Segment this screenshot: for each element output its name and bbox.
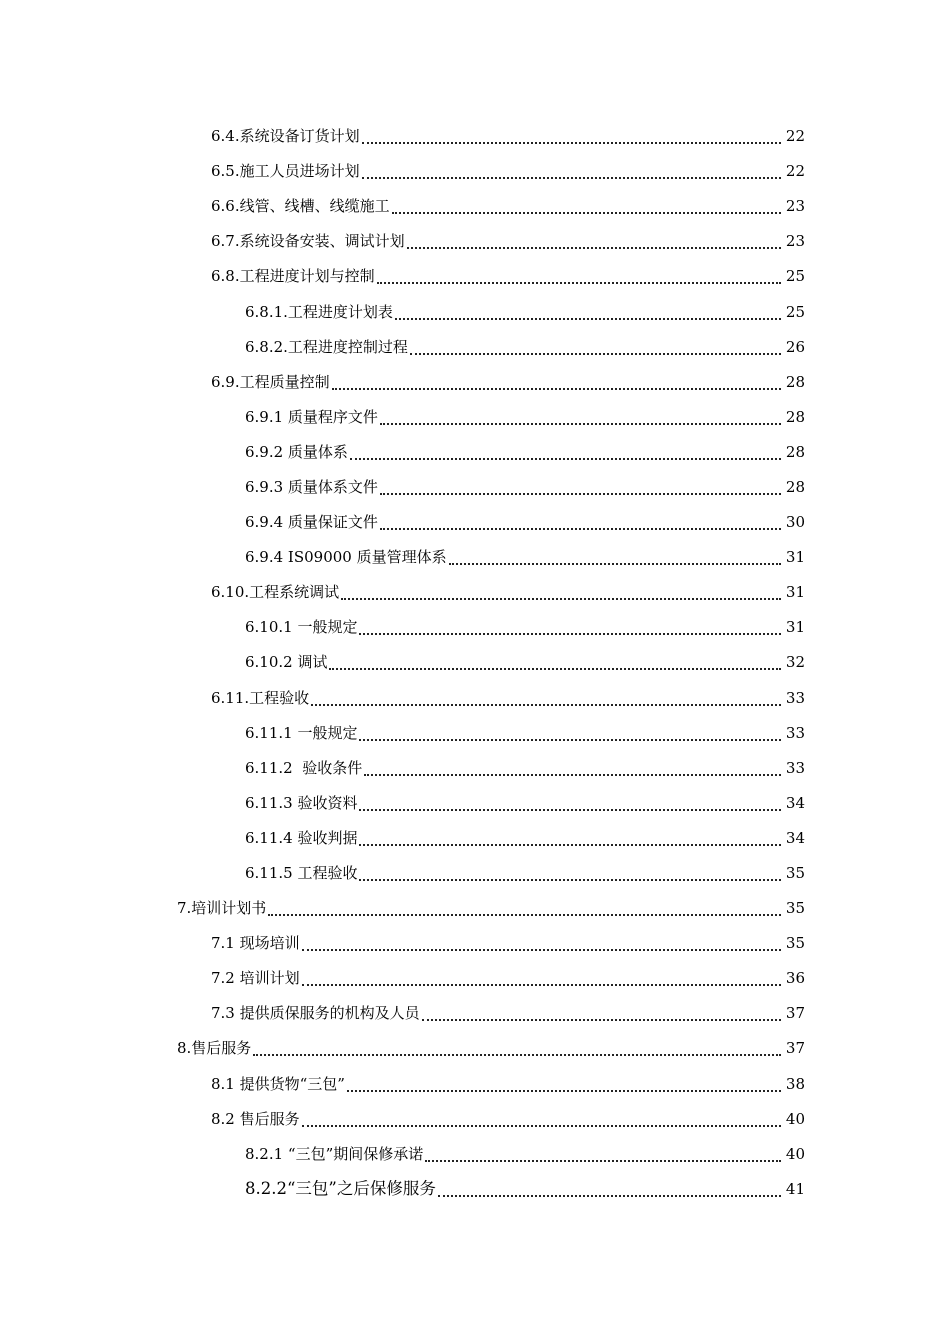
dot-leader bbox=[359, 843, 781, 846]
toc-entry[interactable] bbox=[0, 330, 950, 365]
toc-entry[interactable] bbox=[0, 224, 950, 259]
toc-entry-title: 8.2.2“三包”之后保修服务 bbox=[245, 1179, 436, 1199]
toc-entry[interactable] bbox=[0, 400, 950, 435]
toc-entry[interactable] bbox=[0, 540, 950, 575]
toc-entry[interactable] bbox=[0, 259, 950, 294]
toc-entry[interactable] bbox=[0, 365, 950, 400]
dot-leader bbox=[392, 211, 781, 214]
toc-entry-page: 33 bbox=[785, 688, 805, 707]
toc-entry-page: 38 bbox=[785, 1074, 805, 1093]
dot-leader bbox=[359, 808, 781, 811]
toc-entry-page: 30 bbox=[785, 513, 805, 532]
toc-entry-page: 34 bbox=[785, 793, 805, 812]
toc-entry-title: 6.7.系统设备安装、调试计划 bbox=[211, 232, 405, 251]
toc-entry-title: 6.5.施工人员进场计划 bbox=[211, 162, 360, 181]
toc-entry-title: 6.9.2 质量体系 bbox=[245, 442, 348, 461]
toc-entry-page: 28 bbox=[785, 477, 805, 496]
toc-entry-title: 6.11.3 验收资料 bbox=[245, 793, 358, 812]
dot-leader bbox=[438, 1194, 781, 1197]
toc-entry[interactable] bbox=[0, 681, 950, 716]
toc-entry-page: 25 bbox=[785, 302, 805, 321]
toc-entry[interactable] bbox=[0, 189, 950, 224]
toc-entry[interactable] bbox=[0, 786, 950, 821]
toc-entry-title: 8.2.1 “三包”期间保修承诺 bbox=[245, 1144, 424, 1163]
toc-entry-page: 33 bbox=[785, 758, 805, 777]
toc-entry-page: 33 bbox=[785, 723, 805, 742]
toc-entry[interactable] bbox=[0, 435, 950, 470]
toc-entry-page: 40 bbox=[785, 1109, 805, 1128]
toc-entry-page: 31 bbox=[785, 548, 805, 567]
toc-entry[interactable] bbox=[0, 505, 950, 540]
toc-entry[interactable] bbox=[0, 1137, 950, 1172]
toc-entry-page: 23 bbox=[785, 232, 805, 251]
toc-entry[interactable] bbox=[0, 856, 950, 891]
toc-entry[interactable] bbox=[0, 575, 950, 610]
dot-leader bbox=[268, 913, 781, 916]
toc-entry-title: 6.9.工程质量控制 bbox=[211, 372, 330, 391]
dot-leader bbox=[407, 246, 781, 249]
toc-entry-page: 28 bbox=[785, 372, 805, 391]
toc-entry-title: 6.11.工程验收 bbox=[211, 688, 310, 707]
toc-entry-title: 6.4.系统设备订货计划 bbox=[211, 127, 360, 146]
toc-entry[interactable] bbox=[0, 645, 950, 680]
toc-entry[interactable] bbox=[0, 996, 950, 1031]
toc-entry-title: 6.10.1 一般规定 bbox=[245, 618, 358, 637]
toc-entry[interactable] bbox=[0, 119, 950, 154]
dot-leader bbox=[362, 141, 781, 144]
toc-entry-title: 6.9.4 IS09000 质量管理体系 bbox=[245, 548, 447, 567]
toc-entry-page: 41 bbox=[785, 1179, 805, 1198]
table-of-contents bbox=[0, 119, 950, 1207]
toc-entry[interactable] bbox=[0, 294, 950, 329]
dot-leader bbox=[380, 492, 781, 495]
toc-entry[interactable] bbox=[0, 154, 950, 189]
dot-leader bbox=[410, 352, 781, 355]
toc-entry-title: 7.2 培训计划 bbox=[211, 969, 300, 988]
dot-leader bbox=[395, 317, 781, 320]
toc-entry-title: 6.8.2.工程进度控制过程 bbox=[245, 337, 408, 356]
dot-leader bbox=[350, 457, 781, 460]
toc-entry-title: 8.售后服务 bbox=[177, 1039, 252, 1058]
toc-entry-title: 7.1 现场培训 bbox=[211, 934, 300, 953]
dot-leader bbox=[253, 1053, 781, 1056]
toc-entry-title: 6.11.4 验收判据 bbox=[245, 828, 358, 847]
toc-entry-page: 25 bbox=[785, 267, 805, 286]
toc-entry[interactable] bbox=[0, 470, 950, 505]
toc-entry-page: 31 bbox=[785, 583, 805, 602]
dot-leader bbox=[425, 1159, 781, 1162]
dot-leader bbox=[359, 632, 781, 635]
dot-leader bbox=[364, 773, 781, 776]
toc-entry[interactable] bbox=[0, 891, 950, 926]
dot-leader bbox=[449, 562, 781, 565]
toc-entry-page: 37 bbox=[785, 1039, 805, 1058]
toc-entry[interactable] bbox=[0, 1172, 950, 1207]
toc-entry[interactable] bbox=[0, 1031, 950, 1066]
dot-leader bbox=[332, 387, 781, 390]
toc-entry[interactable] bbox=[0, 751, 950, 786]
toc-entry-title: 7.培训计划书 bbox=[177, 899, 267, 918]
toc-entry[interactable] bbox=[0, 610, 950, 645]
toc-entry-title: 8.2 售后服务 bbox=[211, 1109, 300, 1128]
toc-entry-title: 6.11.1 一般规定 bbox=[245, 723, 358, 742]
toc-entry-page: 23 bbox=[785, 197, 805, 216]
toc-entry-page: 34 bbox=[785, 828, 805, 847]
dot-leader bbox=[377, 281, 781, 284]
toc-entry-title: 6.10.工程系统调试 bbox=[211, 583, 340, 602]
dot-leader bbox=[302, 1124, 781, 1127]
toc-entry-page: 35 bbox=[785, 899, 805, 918]
toc-entry-title: 6.9.4 质量保证文件 bbox=[245, 513, 378, 532]
toc-entry-page: 31 bbox=[785, 618, 805, 637]
toc-entry-title: 6.9.1 质量程序文件 bbox=[245, 407, 378, 426]
dot-leader bbox=[359, 878, 781, 881]
dot-leader bbox=[341, 597, 781, 600]
toc-entry-title: 6.11.2 验收条件 bbox=[245, 758, 363, 777]
toc-entry-page: 26 bbox=[785, 337, 805, 356]
toc-entry-page: 22 bbox=[785, 127, 805, 146]
dot-leader bbox=[362, 176, 781, 179]
toc-entry-page: 28 bbox=[785, 407, 805, 426]
toc-entry[interactable] bbox=[0, 1102, 950, 1137]
toc-entry-title: 6.11.5 工程验收 bbox=[245, 864, 358, 883]
toc-entry-title: 8.1 提供货物“三包” bbox=[211, 1074, 345, 1093]
toc-entry[interactable] bbox=[0, 1067, 950, 1102]
dot-leader bbox=[302, 948, 781, 951]
toc-entry[interactable] bbox=[0, 821, 950, 856]
dot-leader bbox=[302, 983, 781, 986]
toc-entry-title: 6.8.1.工程进度计划表 bbox=[245, 302, 393, 321]
dot-leader bbox=[380, 527, 781, 530]
toc-entry-page: 36 bbox=[785, 969, 805, 988]
toc-entry-page: 32 bbox=[785, 653, 805, 672]
dot-leader bbox=[422, 1018, 781, 1021]
dot-leader bbox=[311, 703, 781, 706]
dot-leader bbox=[329, 667, 781, 670]
toc-entry-page: 35 bbox=[785, 934, 805, 953]
toc-entry-page: 37 bbox=[785, 1004, 805, 1023]
toc-entry[interactable] bbox=[0, 926, 950, 961]
toc-entry[interactable] bbox=[0, 961, 950, 996]
toc-entry-page: 22 bbox=[785, 162, 805, 181]
toc-entry-page: 28 bbox=[785, 442, 805, 461]
toc-entry-title: 6.10.2 调试 bbox=[245, 653, 328, 672]
toc-entry-title: 6.6.线管、线槽、线缆施工 bbox=[211, 197, 390, 216]
toc-entry-page: 35 bbox=[785, 864, 805, 883]
dot-leader bbox=[380, 422, 781, 425]
toc-entry-title: 6.8.工程进度计划与控制 bbox=[211, 267, 375, 286]
toc-entry[interactable] bbox=[0, 716, 950, 751]
toc-entry-title: 6.9.3 质量体系文件 bbox=[245, 477, 378, 496]
dot-leader bbox=[347, 1089, 781, 1092]
toc-entry-title: 7.3 提供质保服务的机构及人员 bbox=[211, 1004, 420, 1023]
toc-entry-page: 40 bbox=[785, 1144, 805, 1163]
dot-leader bbox=[359, 738, 781, 741]
